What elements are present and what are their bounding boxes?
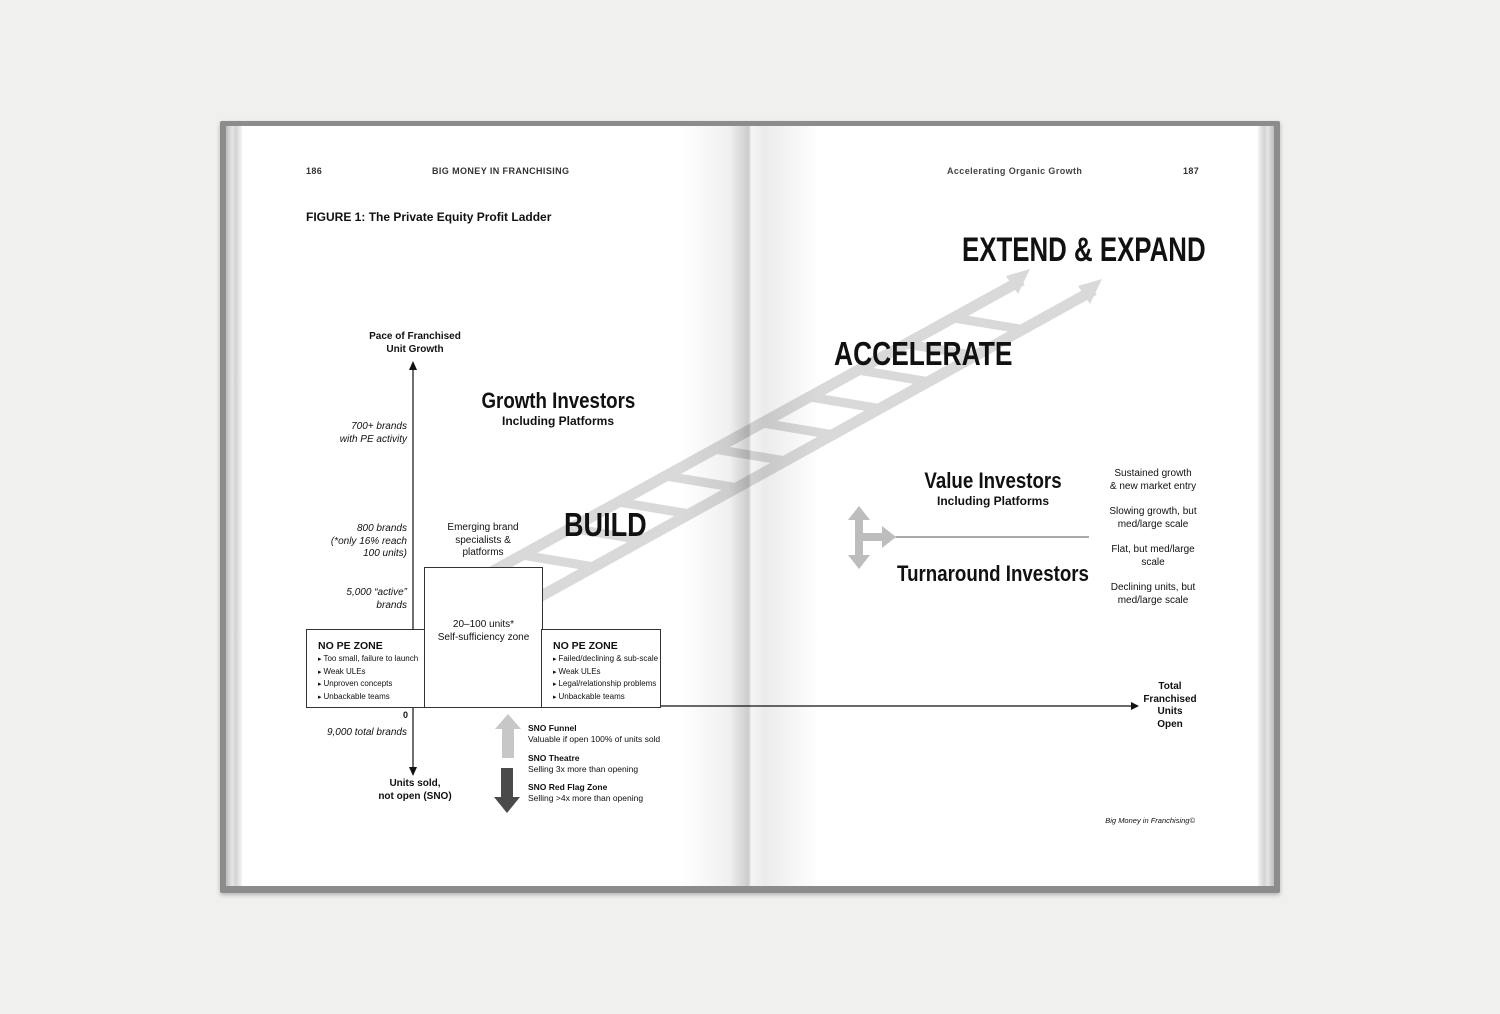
sno-red-flag-arrow-icon: [494, 768, 520, 813]
note-sustained-growth: [1098, 468, 1208, 493]
annotation-700-line2: with PE activity: [339, 433, 407, 445]
note-3-line1: Flat, but med/large: [1111, 544, 1195, 555]
no-pe-zone-right: [541, 629, 661, 708]
list-item: ▸ Weak ULEs: [553, 666, 658, 679]
note-2-line2: med/large scale: [1117, 518, 1189, 530]
sno-funnel: [528, 723, 660, 744]
y-axis-label: [360, 331, 470, 356]
left-page-number: 186: [306, 166, 323, 176]
x-axis-label-line3: Units: [1157, 706, 1183, 717]
note-declining: [1098, 582, 1208, 607]
annotation-800-line2: (*only 16% reach: [330, 535, 407, 547]
sno-funnel-arrow-icon: [495, 714, 521, 758]
emerging-line2: specialists &: [455, 534, 511, 546]
annotation-5000-line1: 5,000 “active”: [346, 587, 407, 598]
sno-theatre-desc: Selling 3x more than opening: [528, 763, 639, 774]
y-negative-label-line2: not open (SNO): [378, 790, 452, 802]
note-2-line1: Slowing growth, but: [1109, 506, 1197, 517]
y-axis-down-arrow-icon: [409, 767, 417, 776]
note-3-line2: scale: [1141, 556, 1165, 568]
sno-funnel-desc: Valuable if open 100% of units sold: [528, 733, 661, 744]
emerging-brand-label: [430, 522, 536, 560]
figure-label: FIGURE 1:: [306, 210, 366, 224]
self-sufficiency-range: 20–100 units*: [452, 619, 515, 630]
x-axis-label-line2: Franchised: [1143, 693, 1197, 705]
list-item: ▸ Legal/relationship problems: [553, 678, 658, 691]
sno-theatre-title: SNO Theatre: [528, 753, 580, 763]
ladder-icon: [444, 269, 1102, 610]
figure-credit: Big Money in Franchising©: [1105, 816, 1195, 825]
list-item: ▸ Too small, failure to launch: [318, 653, 418, 666]
self-sufficiency-label: Self-sufficiency zone: [437, 631, 530, 643]
y-negative-label: [360, 778, 470, 803]
annotation-800-line3: 100 units): [363, 548, 407, 559]
left-running-title: BIG MONEY IN FRANCHISING: [432, 166, 570, 176]
stage-extend-expand: EXTEND & EXPAND: [962, 231, 1206, 269]
value-investors-title: Value Investors: [924, 468, 1062, 493]
note-slowing-growth: [1098, 506, 1208, 531]
list-item: ▸ Failed/declining & sub-scale: [553, 653, 658, 666]
growth-investors: [468, 388, 648, 428]
y-axis-label-line2: Unit Growth: [386, 343, 444, 355]
sno-theatre: [528, 753, 638, 774]
no-pe-zone-left-list: [318, 653, 418, 703]
no-pe-zone-left: [306, 629, 426, 708]
turnaround-investors-title: Turnaround Investors: [897, 561, 1089, 586]
right-page-number: 187: [1183, 166, 1200, 176]
x-axis-label-line4: Open: [1157, 718, 1183, 730]
stage-accelerate: ACCELERATE: [834, 335, 1013, 372]
annotation-800-line1: 800 brands: [356, 523, 407, 534]
note-4-line2: med/large scale: [1117, 594, 1189, 606]
note-1-line1: Sustained growth: [1114, 468, 1192, 479]
emerging-line1: Emerging brand: [447, 522, 519, 533]
growth-investors-title: Growth Investors: [481, 388, 636, 413]
y-axis-label-line1: Pace of Franchised: [369, 331, 461, 342]
annotation-5000-brands: [306, 587, 407, 612]
annotation-700-brands: [306, 421, 407, 446]
no-pe-zone-right-title: NO PE ZONE: [553, 640, 618, 652]
sno-red-flag-title: SNO Red Flag Zone: [528, 782, 608, 792]
list-item: ▸ Unbackable teams: [318, 691, 418, 704]
note-1-line2: & new market entry: [1109, 480, 1197, 492]
value-investors: [903, 468, 1083, 508]
figure-title: The Private Equity Profit Ladder: [368, 210, 552, 224]
figure-caption: [306, 210, 551, 224]
value-investors-sub: Including Platforms: [936, 494, 1049, 508]
annotation-5000-line2: brands: [376, 599, 407, 611]
sno-red-flag: [528, 782, 643, 803]
stage-build: BUILD: [564, 506, 647, 543]
list-item: ▸ Weak ULEs: [318, 666, 418, 679]
no-pe-zone-left-title: NO PE ZONE: [318, 640, 383, 652]
annotation-9000-brands: 9,000 total brands: [326, 727, 407, 738]
right-running-title: Accelerating Organic Growth: [947, 166, 1083, 176]
no-pe-zone-right-list: [553, 653, 658, 703]
emerging-line3: platforms: [462, 547, 504, 558]
list-item: ▸ Unproven concepts: [318, 678, 418, 691]
branch-arrow-icon: [848, 506, 896, 569]
list-item: ▸ Unbackable teams: [553, 691, 658, 704]
x-axis-label-line1: Total: [1158, 681, 1182, 692]
sno-funnel-title: SNO Funnel: [528, 723, 577, 733]
annotation-800-brands: [306, 523, 407, 561]
x-axis-label: [1135, 681, 1205, 731]
note-flat: [1098, 544, 1208, 569]
y-negative-label-line1: Units sold,: [389, 778, 441, 789]
note-4-line1: Declining units, but: [1110, 582, 1196, 593]
annotation-700-line1: 700+ brands: [351, 421, 407, 432]
growth-investors-sub: Including Platforms: [501, 414, 614, 428]
sno-red-flag-desc: Selling >4x more than opening: [528, 792, 644, 803]
y-axis-up-arrow-icon: [409, 361, 417, 370]
self-sufficiency-zone: [424, 567, 543, 708]
origin-label: 0: [403, 710, 409, 720]
